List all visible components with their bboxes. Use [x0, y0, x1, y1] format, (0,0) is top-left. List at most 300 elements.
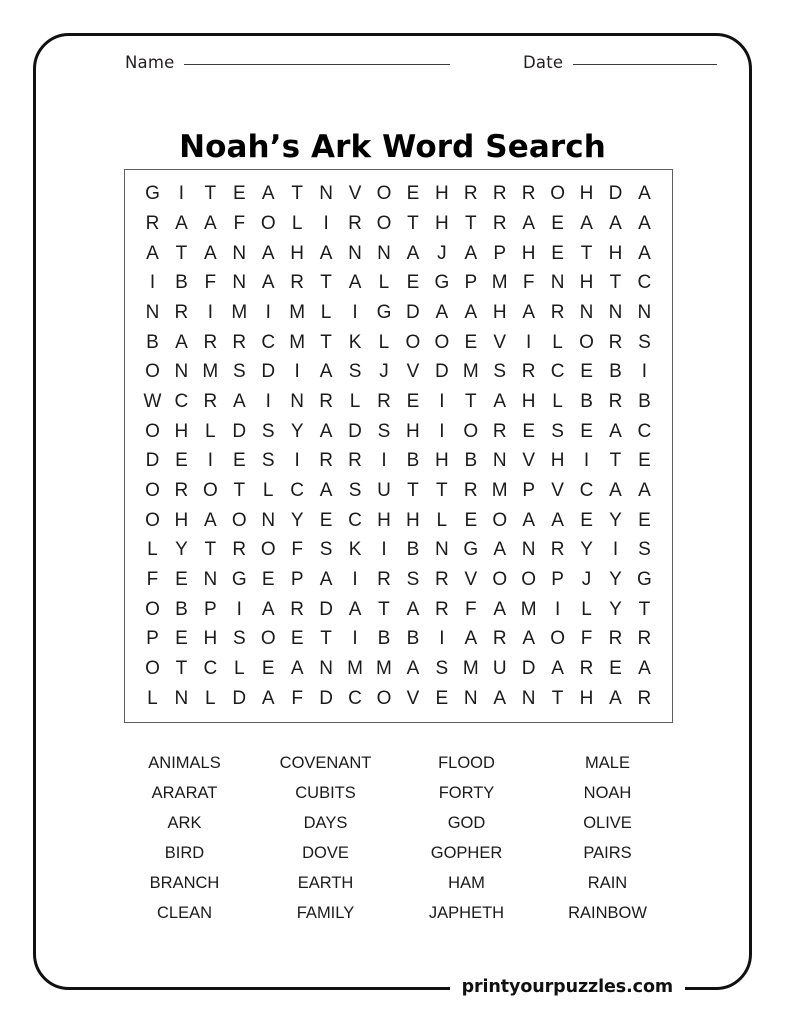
- grid-cell[interactable]: H: [434, 450, 449, 472]
- grid-cell[interactable]: O: [260, 212, 276, 234]
- grid-cell[interactable]: N: [492, 450, 507, 472]
- word-list-item[interactable]: MALE: [585, 754, 630, 772]
- grid-cell[interactable]: J: [379, 361, 389, 383]
- grid-cell[interactable]: M: [462, 361, 479, 383]
- grid-cell[interactable]: A: [580, 212, 593, 234]
- grid-cell[interactable]: T: [407, 480, 419, 502]
- grid-cell[interactable]: L: [378, 272, 390, 294]
- word-list-item[interactable]: BIRD: [164, 844, 205, 862]
- grid-cell[interactable]: M: [520, 598, 537, 620]
- grid-cell[interactable]: D: [145, 450, 160, 472]
- grid-cell[interactable]: A: [551, 509, 564, 531]
- grid-cell[interactable]: L: [147, 687, 158, 709]
- grid-cell[interactable]: D: [261, 361, 276, 383]
- grid-cell[interactable]: O: [145, 480, 160, 502]
- grid-cell[interactable]: O: [145, 658, 160, 680]
- grid-cell[interactable]: H: [434, 212, 449, 234]
- grid-cell[interactable]: O: [145, 509, 160, 531]
- grid-cell[interactable]: L: [205, 420, 216, 442]
- grid-cell[interactable]: E: [175, 450, 188, 472]
- grid-cell[interactable]: R: [290, 598, 305, 620]
- grid-cell[interactable]: D: [232, 687, 247, 709]
- grid-cell[interactable]: I: [352, 628, 358, 650]
- grid-cell[interactable]: G: [463, 539, 479, 561]
- grid-cell[interactable]: E: [580, 509, 593, 531]
- grid-cell[interactable]: A: [638, 242, 651, 264]
- grid-cell[interactable]: A: [551, 658, 564, 680]
- grid-cell[interactable]: O: [145, 361, 160, 383]
- grid-cell[interactable]: T: [609, 272, 622, 294]
- grid-cell[interactable]: I: [439, 420, 445, 442]
- grid-cell[interactable]: H: [608, 242, 623, 264]
- grid-cell[interactable]: O: [550, 628, 565, 650]
- grid-cell[interactable]: A: [232, 390, 246, 412]
- grid-cell[interactable]: L: [581, 598, 592, 620]
- grid-cell[interactable]: A: [609, 420, 622, 442]
- grid-cell[interactable]: I: [207, 301, 213, 323]
- grid-cell[interactable]: A: [493, 598, 507, 620]
- grid-cell[interactable]: B: [406, 628, 420, 650]
- grid-cell[interactable]: R: [348, 212, 362, 234]
- grid-cell[interactable]: A: [522, 509, 535, 531]
- grid-cell[interactable]: D: [232, 420, 247, 442]
- grid-cell[interactable]: E: [609, 658, 622, 680]
- grid-cell[interactable]: R: [492, 420, 507, 442]
- grid-cell[interactable]: R: [319, 450, 333, 472]
- word-list-item[interactable]: JAPHETH: [428, 904, 505, 922]
- grid-cell[interactable]: A: [348, 598, 362, 620]
- grid-cell[interactable]: R: [492, 212, 507, 234]
- grid-cell[interactable]: T: [638, 598, 651, 620]
- grid-cell[interactable]: N: [521, 687, 536, 709]
- word-list-item[interactable]: EARTH: [297, 874, 354, 892]
- grid-cell[interactable]: M: [289, 331, 306, 353]
- grid-cell[interactable]: L: [552, 331, 563, 353]
- grid-cell[interactable]: E: [175, 628, 188, 650]
- grid-cell[interactable]: I: [352, 301, 358, 323]
- grid-cell[interactable]: I: [236, 598, 242, 620]
- grid-cell[interactable]: G: [231, 569, 247, 591]
- grid-cell[interactable]: R: [550, 301, 565, 323]
- grid-cell[interactable]: V: [348, 183, 362, 205]
- grid-cell[interactable]: D: [319, 687, 333, 709]
- grid-cell[interactable]: I: [554, 598, 561, 620]
- grid-cell[interactable]: I: [526, 331, 532, 353]
- grid-cell[interactable]: T: [291, 183, 303, 205]
- grid-cell[interactable]: B: [146, 331, 159, 353]
- grid-cell[interactable]: S: [261, 420, 275, 442]
- grid-cell[interactable]: T: [436, 480, 448, 502]
- grid-cell[interactable]: F: [522, 272, 535, 294]
- word-list-item[interactable]: CLEAN: [156, 904, 213, 922]
- grid-cell[interactable]: A: [638, 658, 651, 680]
- grid-cell[interactable]: E: [261, 658, 275, 680]
- grid-cell[interactable]: B: [406, 450, 420, 472]
- word-list-item[interactable]: GOPHER: [430, 844, 503, 862]
- grid-cell[interactable]: M: [491, 480, 508, 502]
- grid-cell[interactable]: A: [406, 598, 420, 620]
- grid-cell[interactable]: U: [377, 480, 391, 502]
- grid-cell[interactable]: O: [202, 480, 218, 502]
- grid-cell[interactable]: C: [261, 331, 276, 353]
- grid-cell[interactable]: B: [464, 450, 478, 472]
- grid-cell[interactable]: F: [464, 598, 477, 620]
- grid-cell[interactable]: T: [204, 539, 217, 561]
- grid-cell[interactable]: H: [290, 242, 305, 264]
- grid-cell[interactable]: H: [406, 420, 420, 442]
- grid-cell[interactable]: Y: [175, 539, 188, 561]
- grid-cell[interactable]: R: [608, 331, 623, 353]
- grid-cell[interactable]: E: [435, 687, 449, 709]
- word-list-item[interactable]: RAIN: [587, 874, 628, 892]
- grid-cell[interactable]: P: [493, 242, 507, 264]
- grid-cell[interactable]: L: [378, 331, 390, 353]
- grid-cell[interactable]: N: [579, 301, 594, 323]
- word-list-item[interactable]: ANIMALS: [148, 754, 221, 772]
- grid-cell[interactable]: I: [381, 450, 387, 472]
- word-list-item[interactable]: DAYS: [303, 814, 348, 832]
- grid-cell[interactable]: A: [261, 598, 275, 620]
- grid-cell[interactable]: E: [406, 390, 420, 412]
- grid-cell[interactable]: P: [290, 569, 304, 591]
- grid-cell[interactable]: C: [637, 420, 652, 442]
- grid-cell[interactable]: M: [462, 658, 479, 680]
- grid-cell[interactable]: L: [436, 509, 448, 531]
- grid-cell[interactable]: L: [147, 539, 158, 561]
- grid-cell[interactable]: H: [521, 242, 536, 264]
- grid-cell[interactable]: R: [434, 598, 449, 620]
- word-list-item[interactable]: PAIRS: [583, 844, 632, 862]
- grid-cell[interactable]: V: [464, 569, 478, 591]
- grid-cell[interactable]: D: [406, 301, 420, 323]
- grid-cell[interactable]: A: [522, 301, 535, 323]
- grid-cell[interactable]: R: [608, 628, 623, 650]
- grid-cell[interactable]: I: [323, 212, 329, 234]
- grid-cell[interactable]: A: [319, 569, 333, 591]
- grid-cell[interactable]: I: [294, 361, 300, 383]
- grid-cell[interactable]: C: [174, 390, 189, 412]
- grid-cell[interactable]: C: [550, 361, 565, 383]
- grid-cell[interactable]: M: [289, 301, 306, 323]
- grid-cell[interactable]: H: [174, 509, 189, 531]
- grid-cell[interactable]: W: [143, 390, 162, 412]
- grid-cell[interactable]: E: [522, 420, 535, 442]
- grid-cell[interactable]: O: [405, 331, 421, 353]
- grid-cell[interactable]: E: [580, 361, 593, 383]
- grid-cell[interactable]: F: [233, 212, 246, 234]
- grid-cell[interactable]: H: [174, 420, 189, 442]
- grid-cell[interactable]: R: [434, 569, 449, 591]
- grid-cell[interactable]: I: [612, 539, 619, 561]
- grid-cell[interactable]: A: [609, 480, 622, 502]
- grid-cell[interactable]: E: [406, 272, 420, 294]
- grid-cell[interactable]: T: [233, 480, 246, 502]
- grid-cell[interactable]: H: [203, 628, 218, 650]
- grid-cell[interactable]: H: [492, 301, 507, 323]
- grid-cell[interactable]: L: [552, 390, 563, 412]
- grid-cell[interactable]: A: [406, 658, 420, 680]
- grid-cell[interactable]: M: [202, 361, 219, 383]
- grid-cell[interactable]: N: [145, 301, 160, 323]
- grid-cell[interactable]: R: [521, 183, 536, 205]
- grid-cell[interactable]: S: [348, 480, 362, 502]
- grid-cell[interactable]: D: [521, 658, 536, 680]
- grid-cell[interactable]: A: [638, 480, 651, 502]
- grid-cell[interactable]: R: [203, 331, 218, 353]
- grid-cell[interactable]: L: [320, 301, 332, 323]
- grid-cell[interactable]: B: [638, 390, 651, 412]
- grid-cell[interactable]: R: [203, 390, 218, 412]
- grid-cell[interactable]: E: [638, 509, 651, 531]
- grid-cell[interactable]: A: [146, 242, 159, 264]
- grid-cell[interactable]: L: [349, 390, 361, 412]
- grid-cell[interactable]: R: [232, 539, 247, 561]
- grid-cell[interactable]: E: [175, 569, 188, 591]
- grid-cell[interactable]: A: [204, 212, 217, 234]
- word-list-item[interactable]: NOAH: [583, 784, 632, 802]
- grid-cell[interactable]: P: [146, 628, 159, 650]
- grid-cell[interactable]: A: [261, 272, 275, 294]
- grid-cell[interactable]: O: [376, 212, 392, 234]
- grid-cell[interactable]: H: [579, 687, 594, 709]
- grid-cell[interactable]: S: [551, 420, 564, 442]
- grid-cell[interactable]: A: [522, 628, 535, 650]
- grid-cell[interactable]: K: [348, 539, 362, 561]
- grid-cell[interactable]: N: [319, 658, 333, 680]
- grid-cell[interactable]: N: [608, 301, 623, 323]
- grid-cell[interactable]: O: [145, 420, 160, 442]
- grid-cell[interactable]: Y: [609, 509, 622, 531]
- grid-cell[interactable]: L: [233, 658, 245, 680]
- date-field[interactable]: [523, 53, 717, 79]
- grid-cell[interactable]: G: [145, 183, 160, 205]
- grid-cell[interactable]: E: [232, 450, 246, 472]
- grid-cell[interactable]: T: [464, 212, 477, 234]
- grid-cell[interactable]: A: [638, 183, 651, 205]
- grid-cell[interactable]: H: [377, 509, 391, 531]
- grid-cell[interactable]: B: [580, 390, 593, 412]
- grid-cell[interactable]: A: [435, 301, 449, 323]
- word-list-item[interactable]: FORTY: [438, 784, 495, 802]
- grid-cell[interactable]: T: [464, 390, 477, 412]
- grid-cell[interactable]: F: [204, 272, 217, 294]
- grid-cell[interactable]: N: [319, 183, 333, 205]
- grid-cell[interactable]: M: [347, 658, 363, 680]
- grid-cell[interactable]: H: [579, 183, 594, 205]
- word-list-item[interactable]: FLOOD: [438, 754, 495, 772]
- grid-cell[interactable]: P: [522, 480, 535, 502]
- grid-cell[interactable]: T: [175, 658, 188, 680]
- name-write-line[interactable]: [184, 64, 450, 65]
- grid-cell[interactable]: T: [204, 183, 217, 205]
- grid-cell[interactable]: A: [522, 212, 535, 234]
- grid-cell[interactable]: I: [265, 301, 271, 323]
- grid-cell[interactable]: E: [580, 420, 593, 442]
- grid-cell[interactable]: B: [175, 272, 188, 294]
- grid-cell[interactable]: O: [231, 509, 247, 531]
- grid-cell[interactable]: S: [319, 539, 333, 561]
- grid-cell[interactable]: C: [348, 687, 362, 709]
- grid-cell[interactable]: E: [261, 569, 275, 591]
- grid-cell[interactable]: S: [348, 361, 362, 383]
- grid-cell[interactable]: C: [290, 480, 305, 502]
- grid-cell[interactable]: L: [205, 687, 216, 709]
- grid-cell[interactable]: T: [320, 628, 332, 650]
- grid-cell[interactable]: P: [464, 272, 478, 294]
- grid-cell[interactable]: N: [550, 272, 565, 294]
- word-list-item[interactable]: FAMILY: [296, 904, 355, 922]
- grid-cell[interactable]: R: [145, 212, 160, 234]
- grid-cell[interactable]: R: [463, 183, 478, 205]
- grid-cell[interactable]: O: [260, 628, 276, 650]
- grid-cell[interactable]: N: [203, 569, 218, 591]
- grid-cell[interactable]: N: [232, 272, 247, 294]
- grid-cell[interactable]: S: [638, 331, 651, 353]
- grid-cell[interactable]: Y: [609, 569, 622, 591]
- grid-cell[interactable]: M: [376, 658, 392, 680]
- grid-cell[interactable]: N: [290, 390, 305, 412]
- grid-cell[interactable]: D: [434, 361, 449, 383]
- grid-cell[interactable]: R: [232, 331, 247, 353]
- grid-cell[interactable]: A: [175, 331, 188, 353]
- grid-cell[interactable]: T: [407, 212, 419, 234]
- grid-cell[interactable]: N: [377, 242, 391, 264]
- grid-cell[interactable]: O: [492, 569, 508, 591]
- grid-cell[interactable]: V: [406, 361, 420, 383]
- grid-cell[interactable]: A: [464, 628, 478, 650]
- grid-cell[interactable]: A: [464, 301, 478, 323]
- grid-cell[interactable]: I: [294, 450, 300, 472]
- name-field[interactable]: [125, 53, 450, 79]
- grid-cell[interactable]: S: [435, 658, 449, 680]
- grid-cell[interactable]: A: [261, 242, 275, 264]
- grid-cell[interactable]: N: [174, 687, 189, 709]
- grid-cell[interactable]: O: [434, 331, 450, 353]
- grid-cell[interactable]: C: [579, 480, 594, 502]
- grid-cell[interactable]: S: [406, 569, 420, 591]
- grid-cell[interactable]: M: [491, 272, 508, 294]
- grid-cell[interactable]: G: [434, 272, 450, 294]
- grid-cell[interactable]: O: [145, 598, 160, 620]
- grid-cell[interactable]: F: [146, 569, 159, 591]
- grid-cell[interactable]: E: [464, 331, 478, 353]
- grid-cell[interactable]: P: [204, 598, 217, 620]
- grid-cell[interactable]: L: [262, 480, 274, 502]
- grid-cell[interactable]: R: [348, 450, 362, 472]
- grid-cell[interactable]: A: [175, 212, 188, 234]
- grid-cell[interactable]: V: [493, 331, 507, 353]
- grid-cell[interactable]: B: [609, 361, 622, 383]
- grid-cell[interactable]: R: [174, 301, 189, 323]
- grid-cell[interactable]: O: [492, 509, 508, 531]
- grid-cell[interactable]: R: [492, 183, 507, 205]
- grid-cell[interactable]: R: [637, 687, 652, 709]
- grid-cell[interactable]: A: [319, 420, 333, 442]
- grid-cell[interactable]: D: [319, 598, 333, 620]
- grid-cell[interactable]: A: [348, 272, 362, 294]
- grid-cell[interactable]: H: [521, 390, 536, 412]
- grid-cell[interactable]: S: [232, 628, 246, 650]
- grid-cell[interactable]: N: [261, 509, 276, 531]
- grid-cell[interactable]: H: [550, 450, 565, 472]
- date-write-line[interactable]: [573, 64, 717, 65]
- grid-cell[interactable]: D: [348, 420, 362, 442]
- grid-cell[interactable]: Y: [290, 509, 304, 531]
- word-list-item[interactable]: GOD: [447, 814, 486, 832]
- word-list-item[interactable]: BRANCH: [149, 874, 220, 892]
- grid-cell[interactable]: N: [463, 687, 478, 709]
- grid-cell[interactable]: Y: [609, 598, 622, 620]
- grid-cell[interactable]: S: [261, 450, 275, 472]
- grid-cell[interactable]: P: [551, 569, 564, 591]
- grid-cell[interactable]: E: [319, 509, 333, 531]
- grid-cell[interactable]: V: [406, 687, 420, 709]
- grid-cell[interactable]: R: [550, 539, 565, 561]
- grid-cell[interactable]: M: [231, 301, 248, 323]
- grid-cell[interactable]: A: [493, 539, 507, 561]
- grid-cell[interactable]: I: [381, 539, 387, 561]
- grid-cell[interactable]: N: [637, 301, 652, 323]
- grid-cell[interactable]: B: [175, 598, 188, 620]
- grid-cell[interactable]: V: [522, 450, 535, 472]
- grid-cell[interactable]: A: [319, 361, 333, 383]
- grid-cell[interactable]: R: [377, 390, 391, 412]
- grid-cell[interactable]: R: [521, 361, 536, 383]
- grid-cell[interactable]: O: [260, 539, 276, 561]
- grid-cell[interactable]: Y: [580, 539, 593, 561]
- grid-cell[interactable]: T: [175, 242, 188, 264]
- grid-cell[interactable]: O: [550, 183, 565, 205]
- grid-cell[interactable]: S: [493, 361, 507, 383]
- grid-cell[interactable]: A: [319, 480, 333, 502]
- word-list-item[interactable]: ARK: [167, 814, 202, 832]
- grid-cell[interactable]: S: [377, 420, 391, 442]
- word-list-item[interactable]: ARARAT: [151, 784, 218, 802]
- grid-cell[interactable]: I: [352, 569, 358, 591]
- word-list-item[interactable]: HAM: [448, 874, 485, 892]
- grid-cell[interactable]: G: [637, 569, 652, 591]
- grid-cell[interactable]: C: [637, 272, 652, 294]
- grid-cell[interactable]: T: [609, 450, 622, 472]
- grid-cell[interactable]: E: [290, 628, 304, 650]
- grid-cell[interactable]: D: [608, 183, 623, 205]
- grid-cell[interactable]: G: [376, 301, 392, 323]
- grid-cell[interactable]: I: [178, 183, 185, 205]
- grid-cell[interactable]: E: [638, 450, 651, 472]
- grid-cell[interactable]: R: [463, 480, 478, 502]
- grid-cell[interactable]: C: [348, 509, 362, 531]
- grid-cell[interactable]: E: [551, 242, 564, 264]
- grid-cell[interactable]: R: [174, 480, 189, 502]
- grid-cell[interactable]: I: [439, 628, 445, 650]
- grid-cell[interactable]: O: [376, 687, 392, 709]
- grid-cell[interactable]: N: [434, 539, 449, 561]
- grid-cell[interactable]: H: [434, 183, 449, 205]
- grid-cell[interactable]: A: [609, 212, 622, 234]
- grid-cell[interactable]: R: [377, 569, 391, 591]
- grid-cell[interactable]: J: [437, 242, 447, 264]
- grid-cell[interactable]: I: [583, 450, 590, 472]
- grid-cell[interactable]: A: [464, 242, 478, 264]
- grid-cell[interactable]: R: [608, 390, 623, 412]
- grid-cell[interactable]: O: [376, 183, 392, 205]
- grid-cell[interactable]: I: [641, 361, 648, 383]
- grid-cell[interactable]: J: [581, 569, 592, 591]
- grid-cell[interactable]: R: [492, 628, 507, 650]
- grid-cell[interactable]: V: [551, 480, 564, 502]
- grid-cell[interactable]: Y: [290, 420, 304, 442]
- grid-cell[interactable]: K: [348, 331, 362, 353]
